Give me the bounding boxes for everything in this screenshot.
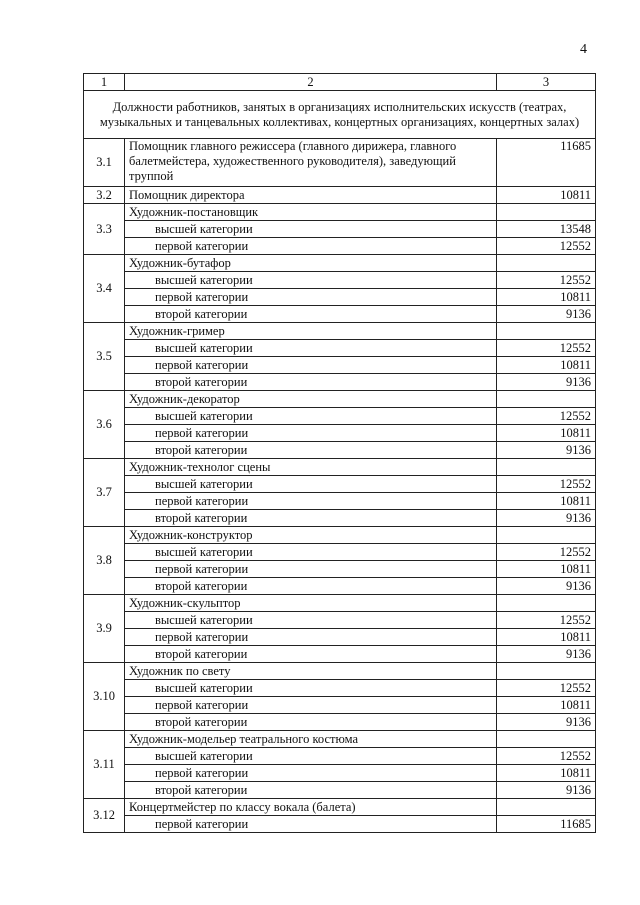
category-cell: [125, 629, 497, 646]
category-label: первой категории: [155, 816, 249, 831]
category-row: [84, 289, 596, 306]
salary-value: 12552: [497, 748, 596, 765]
category-row: [84, 561, 596, 578]
position-title: Художник-скульптор: [125, 595, 497, 612]
category-row: [84, 510, 596, 527]
row-number: 3.10: [84, 663, 125, 731]
salary-value: 12552: [497, 340, 596, 357]
salary-value: 12552: [497, 544, 596, 561]
category-label: первой категории: [155, 629, 249, 644]
category-row: [84, 578, 596, 595]
salary-value: 12552: [497, 680, 596, 697]
table-row: [84, 391, 596, 408]
category-row: [84, 646, 596, 663]
category-row: [84, 765, 596, 782]
category-row: [84, 425, 596, 442]
salary-value: 9136: [497, 442, 596, 459]
salary-value: [497, 527, 596, 544]
row-number: 3.6: [84, 391, 125, 459]
category-cell: [125, 442, 497, 459]
table-row: [84, 731, 596, 748]
salary-value: 12552: [497, 408, 596, 425]
category-row: [84, 714, 596, 731]
category-label: второй категории: [155, 782, 248, 797]
category-label: высшей категории: [155, 340, 253, 355]
position-title: Художник-технолог сцены: [125, 459, 497, 476]
table-row: [84, 799, 596, 816]
salary-value: 9136: [497, 510, 596, 527]
salary-value: 9136: [497, 782, 596, 799]
category-label: первой категории: [155, 765, 249, 780]
table-row: [84, 323, 596, 340]
salary-value: 11685: [497, 816, 596, 833]
category-label: высшей категории: [155, 272, 253, 287]
category-row: [84, 238, 596, 255]
salary-value: [497, 255, 596, 272]
salary-value: 10811: [497, 493, 596, 510]
row-number: 3.1: [84, 139, 125, 187]
table-row: [84, 595, 596, 612]
category-cell: [125, 782, 497, 799]
salary-value: [497, 323, 596, 340]
category-label: высшей категории: [155, 612, 253, 627]
category-cell: [125, 357, 497, 374]
row-number: 3.11: [84, 731, 125, 799]
salary-value: 10811: [497, 357, 596, 374]
category-row: [84, 816, 596, 833]
category-cell: [125, 714, 497, 731]
table-row: [84, 255, 596, 272]
position-title: Художник-конструктор: [125, 527, 497, 544]
category-row: [84, 442, 596, 459]
salary-value: 10811: [497, 765, 596, 782]
category-label: высшей категории: [155, 221, 253, 236]
category-label: первой категории: [155, 289, 249, 304]
table-row: [84, 527, 596, 544]
salary-value: 12552: [497, 272, 596, 289]
table-row: [84, 459, 596, 476]
category-row: [84, 612, 596, 629]
salary-value: 10811: [497, 561, 596, 578]
category-cell: [125, 510, 497, 527]
category-cell: [125, 408, 497, 425]
salary-value: 12552: [497, 476, 596, 493]
category-row: [84, 408, 596, 425]
position-title: Художник-декоратор: [125, 391, 497, 408]
category-cell: [125, 748, 497, 765]
row-number: 3.12: [84, 799, 125, 833]
position-title: Концертмейстер по классу вокала (балета): [125, 799, 497, 816]
category-row: [84, 374, 596, 391]
salary-value: 10811: [497, 629, 596, 646]
category-row: [84, 221, 596, 238]
category-label: первой категории: [155, 425, 249, 440]
position-title: Помощник директора: [125, 187, 497, 204]
category-label: высшей категории: [155, 748, 253, 763]
category-cell: [125, 374, 497, 391]
category-row: [84, 782, 596, 799]
table-row: [84, 187, 596, 204]
table-row: [84, 139, 596, 187]
category-cell: [125, 272, 497, 289]
category-row: [84, 357, 596, 374]
salary-value: 9136: [497, 306, 596, 323]
category-cell: [125, 697, 497, 714]
salary-value: 10811: [497, 187, 596, 204]
category-row: [84, 697, 596, 714]
section-row: [84, 91, 596, 139]
row-number: 3.3: [84, 204, 125, 255]
category-cell: [125, 544, 497, 561]
category-label: второй категории: [155, 442, 248, 457]
category-row: [84, 340, 596, 357]
salary-value: [497, 663, 596, 680]
category-cell: [125, 646, 497, 663]
position-title: Художник по свету: [125, 663, 497, 680]
category-cell: [125, 476, 497, 493]
category-label: второй категории: [155, 374, 248, 389]
salary-value: 11685: [497, 139, 596, 187]
salary-value: 10811: [497, 289, 596, 306]
section-title: Должности работников, занятых в организациях исполнительских искусств (театрах, музыкальных и танцевальных коллективах, концертных организациях, концертных залах): [84, 91, 596, 139]
category-cell: [125, 561, 497, 578]
table-row: [84, 204, 596, 221]
category-cell: [125, 238, 497, 255]
salary-value: [497, 391, 596, 408]
category-label: второй категории: [155, 714, 248, 729]
category-cell: [125, 221, 497, 238]
header-col-3: 3: [497, 74, 596, 91]
salary-value: [497, 204, 596, 221]
category-cell: [125, 493, 497, 510]
category-label: высшей категории: [155, 544, 253, 559]
salary-value: 10811: [497, 697, 596, 714]
salary-value: [497, 799, 596, 816]
row-number: 3.5: [84, 323, 125, 391]
category-cell: [125, 612, 497, 629]
category-row: [84, 476, 596, 493]
category-row: [84, 306, 596, 323]
category-label: первой категории: [155, 561, 249, 576]
salary-value: 9136: [497, 578, 596, 595]
position-title: Помощник главного режиссера (главного дирижера, главного балетмейстера, художественного руководителя), заведующий труппой: [125, 139, 497, 187]
header-row: [84, 74, 596, 91]
category-cell: [125, 289, 497, 306]
position-title: Художник-модельер театрального костюма: [125, 731, 497, 748]
category-label: второй категории: [155, 510, 248, 525]
salary-table: [83, 73, 596, 833]
category-label: высшей категории: [155, 476, 253, 491]
row-number: 3.9: [84, 595, 125, 663]
salary-value: 9136: [497, 646, 596, 663]
category-cell: [125, 816, 497, 833]
category-cell: [125, 578, 497, 595]
salary-value: 10811: [497, 425, 596, 442]
category-row: [84, 629, 596, 646]
header-col-2: 2: [125, 74, 497, 91]
category-cell: [125, 425, 497, 442]
table-row: [84, 663, 596, 680]
position-title: Художник-гример: [125, 323, 497, 340]
row-number: 3.2: [84, 187, 125, 204]
page-number: 4: [580, 42, 587, 57]
category-label: первой категории: [155, 357, 249, 372]
salary-value: 9136: [497, 374, 596, 391]
category-label: первой категории: [155, 493, 249, 508]
position-title: Художник-постановщик: [125, 204, 497, 221]
category-row: [84, 544, 596, 561]
salary-value: [497, 595, 596, 612]
category-label: второй категории: [155, 578, 248, 593]
category-label: второй категории: [155, 306, 248, 321]
row-number: 3.4: [84, 255, 125, 323]
category-label: первой категории: [155, 697, 249, 712]
category-row: [84, 748, 596, 765]
row-number: 3.7: [84, 459, 125, 527]
category-label: высшей категории: [155, 408, 253, 423]
salary-value: [497, 459, 596, 476]
category-row: [84, 680, 596, 697]
salary-value: 13548: [497, 221, 596, 238]
salary-value: 9136: [497, 714, 596, 731]
salary-value: [497, 731, 596, 748]
salary-value: 12552: [497, 238, 596, 255]
row-number: 3.8: [84, 527, 125, 595]
position-title: Художник-бутафор: [125, 255, 497, 272]
category-cell: [125, 340, 497, 357]
category-row: [84, 493, 596, 510]
category-label: второй категории: [155, 646, 248, 661]
category-cell: [125, 306, 497, 323]
category-label: первой категории: [155, 238, 249, 253]
salary-value: 12552: [497, 612, 596, 629]
category-label: высшей категории: [155, 680, 253, 695]
category-row: [84, 272, 596, 289]
category-cell: [125, 680, 497, 697]
category-cell: [125, 765, 497, 782]
header-col-1: 1: [84, 74, 125, 91]
